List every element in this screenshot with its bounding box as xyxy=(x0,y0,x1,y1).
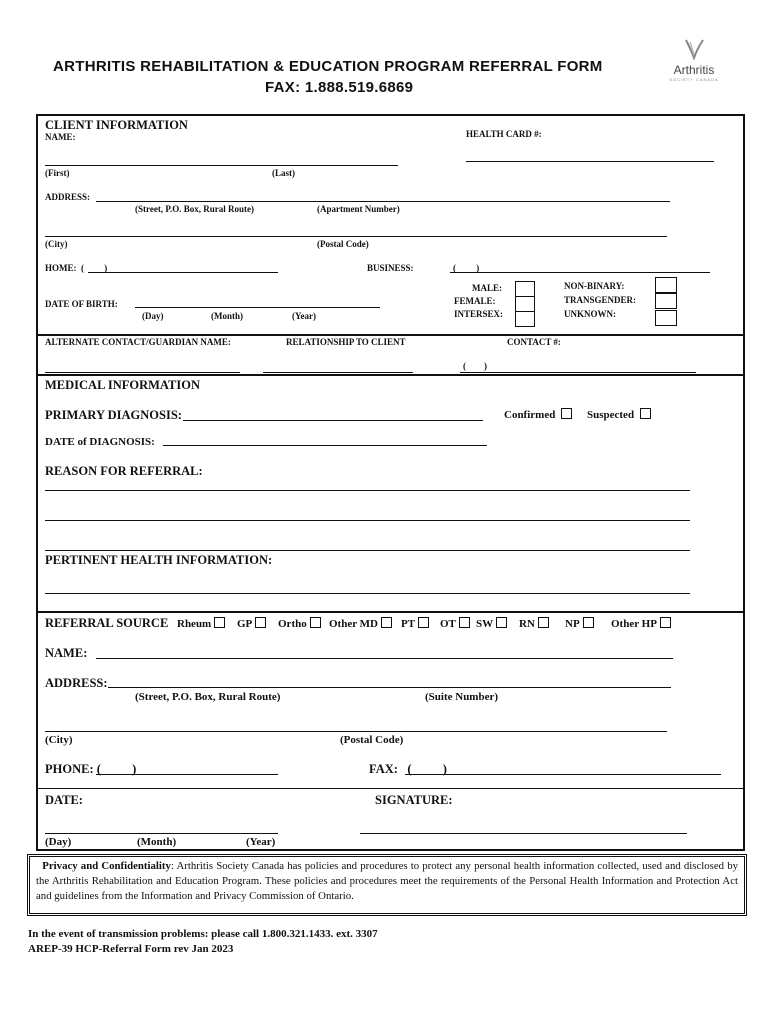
last-name-caption: (Last) xyxy=(272,168,295,178)
male-checkbox[interactable] xyxy=(515,281,535,297)
contact-paren: ( ) xyxy=(463,361,487,371)
referral-source-heading: REFERRAL SOURCE xyxy=(45,616,169,630)
form-title: ARTHRITIS REHABILITATION & EDUCATION PROGRAM REFERRAL FORM xyxy=(53,58,603,75)
other-md-checkbox[interactable] xyxy=(381,617,392,628)
reason-label: REASON FOR REFERRAL: xyxy=(45,464,203,478)
arthritis-society-logo xyxy=(668,38,720,82)
reason-line-3[interactable] xyxy=(45,550,690,551)
other-hp-checkbox[interactable] xyxy=(660,617,671,628)
referrer-phone-label: PHONE: ( ) xyxy=(45,762,137,776)
medical-section-heading: MEDICAL INFORMATION xyxy=(45,378,200,392)
client-section-heading: CLIENT INFORMATION xyxy=(45,118,188,132)
alt-contact-label: ALTERNATE CONTACT/GUARDIAN NAME: xyxy=(45,337,231,347)
source-other-md[interactable]: Other MD xyxy=(329,617,392,630)
date-year-caption: (Year) xyxy=(246,836,276,848)
fax-number: FAX: 1.888.519.6869 xyxy=(265,79,414,96)
primary-diagnosis-label: PRIMARY DIAGNOSIS: xyxy=(45,408,182,422)
intersex-checkbox[interactable] xyxy=(515,311,535,327)
pertinent-label: PERTINENT HEALTH INFORMATION: xyxy=(45,553,273,567)
unknown-label: UNKNOWN: xyxy=(564,309,616,319)
referrer-city-field[interactable] xyxy=(45,731,667,732)
source-ot[interactable]: OT xyxy=(440,617,470,630)
postal-caption: (Postal Code) xyxy=(317,239,369,249)
referrer-address-label: ADDRESS: xyxy=(45,676,108,690)
divider-alt-contact xyxy=(38,334,743,336)
business-phone-field[interactable] xyxy=(450,272,710,273)
date-label: DATE: xyxy=(45,793,83,807)
intersex-label: INTERSEX: xyxy=(454,309,504,319)
suspected-checkbox[interactable] xyxy=(640,408,651,419)
signature-field[interactable] xyxy=(360,833,687,834)
client-city-field[interactable] xyxy=(45,236,667,237)
client-address-field[interactable] xyxy=(96,201,670,202)
transgender-label: TRANSGENDER: xyxy=(564,295,637,305)
transgender-checkbox[interactable] xyxy=(655,293,677,309)
privacy-notice xyxy=(29,856,745,914)
business-phone-paren: ( ) xyxy=(453,263,480,273)
form-id: AREP-39 HCP-Referral Form rev Jan 2023 xyxy=(28,943,234,955)
transmission-problems-note: In the event of transmission problems: please call 1.800.321.1433. ext. 3307 xyxy=(28,928,378,940)
suspected-option[interactable]: Suspected xyxy=(587,408,651,421)
gp-checkbox[interactable] xyxy=(255,617,266,628)
client-address-label: ADDRESS: xyxy=(45,192,91,202)
sw-checkbox[interactable] xyxy=(496,617,507,628)
rn-checkbox[interactable] xyxy=(538,617,549,628)
referrer-postal-caption: (Postal Code) xyxy=(340,734,404,746)
referrer-fax-label: FAX: ( ) xyxy=(369,762,447,776)
referrer-name-label: NAME: xyxy=(45,646,88,660)
health-card-field[interactable] xyxy=(466,161,714,162)
alt-contact-field[interactable] xyxy=(45,372,240,373)
dob-month-caption: (Month) xyxy=(211,311,243,321)
dob-day-caption: (Day) xyxy=(142,311,164,321)
nonbinary-checkbox[interactable] xyxy=(655,277,677,293)
unknown-checkbox[interactable] xyxy=(655,310,677,326)
logo-mark-icon xyxy=(682,38,706,60)
primary-diagnosis-field[interactable] xyxy=(183,420,483,421)
privacy-label: Privacy and Confidentiality xyxy=(42,860,171,872)
source-rheum[interactable]: Rheum xyxy=(177,617,225,630)
source-pt[interactable]: PT xyxy=(401,617,429,630)
first-name-caption: (First) xyxy=(45,168,70,178)
referrer-address-field[interactable] xyxy=(108,687,671,688)
relationship-field[interactable] xyxy=(263,372,413,373)
male-label: MALE: xyxy=(472,283,502,293)
signature-label: SIGNATURE: xyxy=(375,793,453,807)
health-card-label: HEALTH CARD #: xyxy=(466,129,542,139)
date-day-caption: (Day) xyxy=(45,836,72,848)
suite-caption: (Suite Number) xyxy=(425,691,499,703)
ortho-checkbox[interactable] xyxy=(310,617,321,628)
referrer-name-field[interactable] xyxy=(96,658,673,659)
date-diagnosis-label: DATE of DIAGNOSIS: xyxy=(45,436,155,448)
confirmed-option[interactable]: Confirmed xyxy=(504,408,572,421)
pt-checkbox[interactable] xyxy=(418,617,429,628)
referrer-city-caption: (City) xyxy=(45,734,73,746)
logo-text: Arthritis xyxy=(673,63,715,77)
source-other-hp[interactable]: Other HP xyxy=(611,617,671,630)
privacy-text: : Arthritis Society Canada has policies and procedures to protect any personal health information collected, used and disclosed by the Arthritis Rehabilitation and Education Program. These policies and procedures meet the requirements of the Personal Health Information and Protection Act and guidelines from the Information and Privacy Commission of Ontario. xyxy=(36,860,739,902)
referrer-phone-field[interactable] xyxy=(96,774,278,775)
dob-year-caption: (Year) xyxy=(292,311,316,321)
date-diagnosis-field[interactable] xyxy=(163,445,487,446)
referrer-street-caption: (Street, P.O. Box, Rural Route) xyxy=(135,691,281,703)
rheum-checkbox[interactable] xyxy=(214,617,225,628)
divider-date xyxy=(38,788,743,789)
female-label: FEMALE: xyxy=(454,296,496,306)
city-caption: (City) xyxy=(45,239,68,249)
client-name-field[interactable] xyxy=(45,165,398,166)
reason-line-1[interactable] xyxy=(45,490,690,491)
source-sw[interactable]: SW xyxy=(476,617,507,630)
dob-field[interactable] xyxy=(135,307,380,308)
business-phone-label: BUSINESS: xyxy=(367,263,414,273)
source-rn[interactable]: RN xyxy=(519,617,549,630)
divider-medical xyxy=(38,374,743,376)
nonbinary-label: NON-BINARY: xyxy=(564,281,625,291)
reason-line-2[interactable] xyxy=(45,520,690,521)
source-np[interactable]: NP xyxy=(565,617,594,630)
contact-number-label: CONTACT #: xyxy=(507,337,561,347)
referrer-fax-field[interactable] xyxy=(405,774,721,775)
divider-referral xyxy=(38,611,743,613)
street-caption: (Street, P.O. Box, Rural Route) xyxy=(135,204,254,214)
source-ortho[interactable]: Ortho xyxy=(278,617,321,630)
relationship-label: RELATIONSHIP TO CLIENT xyxy=(286,337,406,347)
ot-checkbox[interactable] xyxy=(459,617,470,628)
female-checkbox[interactable] xyxy=(515,296,535,312)
source-gp[interactable]: GP xyxy=(237,617,266,630)
date-month-caption: (Month) xyxy=(137,836,177,848)
dob-label: DATE OF BIRTH: xyxy=(45,299,118,309)
contact-number-field[interactable] xyxy=(460,372,696,373)
pertinent-line[interactable] xyxy=(45,593,690,594)
date-field[interactable] xyxy=(45,833,278,834)
client-name-label: NAME: xyxy=(45,132,76,142)
np-checkbox[interactable] xyxy=(583,617,594,628)
logo-subtext: SOCIETY CANADA xyxy=(669,77,719,82)
home-phone-label: HOME: ( ) xyxy=(45,263,108,273)
apartment-caption: (Apartment Number) xyxy=(317,204,400,214)
confirmed-checkbox[interactable] xyxy=(561,408,572,419)
home-phone-field[interactable] xyxy=(88,272,278,273)
